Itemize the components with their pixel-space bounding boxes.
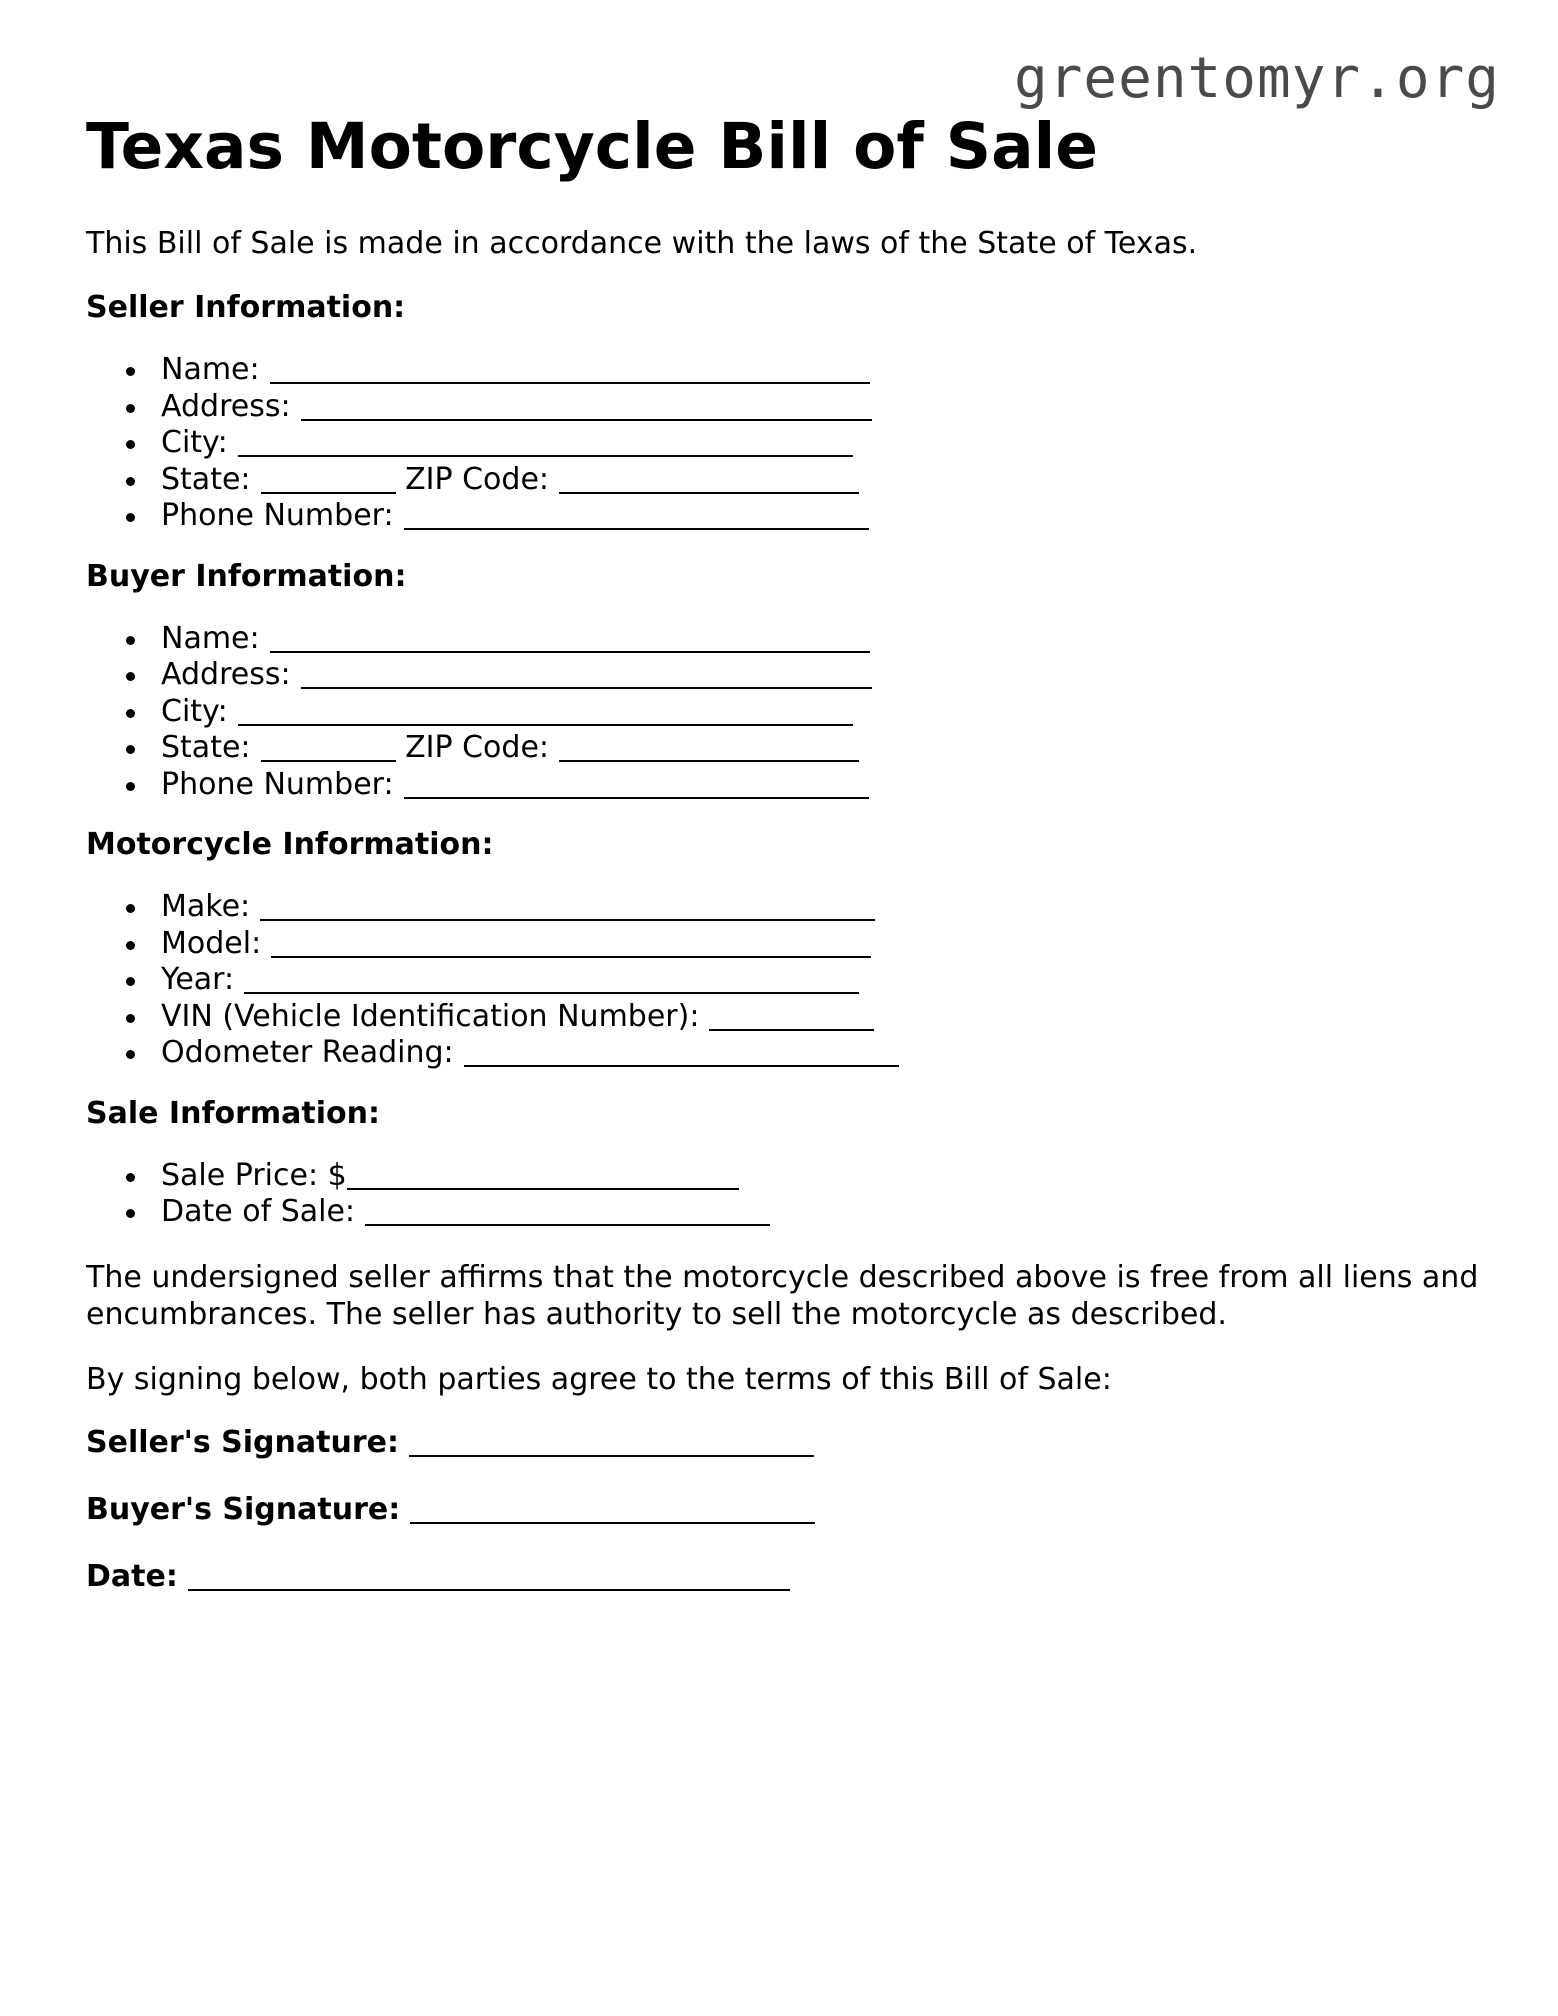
- sale-fields: [86, 1158, 1486, 1231]
- motorcycle-vin-item: [126, 999, 1486, 1036]
- signature-date-label: Date:: [86, 1558, 178, 1594]
- buyer-city-label: City:: [161, 693, 228, 729]
- seller-name-label: Name:: [161, 352, 260, 387]
- seller-city-label: City:: [161, 425, 228, 460]
- buyer-state-field[interactable]: [261, 730, 396, 762]
- buyer-zip-field[interactable]: [559, 730, 859, 762]
- seller-state-label: State:: [161, 461, 251, 497]
- buyer-zip-label: ZIP Code:: [405, 730, 550, 765]
- seller-phone-field[interactable]: [404, 498, 869, 530]
- seller-city-item: [126, 425, 1486, 462]
- motorcycle-odometer-field[interactable]: [464, 1035, 899, 1067]
- seller-state-field[interactable]: [261, 462, 396, 494]
- seller-address-field[interactable]: [301, 389, 872, 421]
- seller-state-zip-item: [126, 462, 1486, 499]
- buyer-address-label: Address:: [161, 657, 291, 692]
- buyer-phone-item: [126, 767, 1486, 804]
- sale-price-label: Sale Price: $: [161, 1157, 347, 1193]
- motorcycle-make-label: Make:: [161, 889, 251, 924]
- signature-date-field[interactable]: [188, 1559, 790, 1591]
- buyer-signature-label: Buyer's Signature:: [86, 1491, 401, 1527]
- motorcycle-year-item: [126, 962, 1486, 999]
- motorcycle-year-field[interactable]: [244, 962, 859, 994]
- motorcycle-model-item: [126, 926, 1486, 963]
- seller-name-field[interactable]: [270, 352, 870, 384]
- sale-date-field[interactable]: [365, 1194, 770, 1226]
- seller-fields: [86, 352, 1486, 535]
- agreement-text: By signing below, both parties agree to the terms of this Bill of Sale:: [86, 1361, 1112, 1397]
- buyer-phone-label: Phone Number:: [161, 766, 394, 802]
- seller-phone-item: [126, 498, 1486, 535]
- sale-price-field[interactable]: [347, 1158, 739, 1190]
- motorcycle-make-item: [126, 889, 1486, 926]
- motorcycle-make-field[interactable]: [260, 889, 875, 921]
- motorcycle-odometer-label: Odometer Reading:: [161, 1035, 454, 1070]
- buyer-state-label: State:: [161, 730, 251, 765]
- seller-name-item: [126, 352, 1486, 389]
- sale-date-label: Date of Sale:: [161, 1194, 356, 1229]
- buyer-city-item: [126, 694, 1486, 731]
- buyer-name-label: Name:: [161, 620, 260, 656]
- buyer-address-field[interactable]: [301, 657, 872, 689]
- seller-signature-field[interactable]: [409, 1425, 814, 1457]
- page-title: Texas Motorcycle Bill of Sale: [86, 110, 1098, 183]
- motorcycle-vin-field[interactable]: [709, 999, 874, 1031]
- motorcycle-fields: [86, 889, 1486, 1072]
- buyer-signature-line: [86, 1487, 1486, 1532]
- buyer-phone-field[interactable]: [404, 767, 869, 799]
- seller-city-field[interactable]: [238, 425, 853, 457]
- watermark: greentomyr.org: [1013, 46, 1500, 111]
- seller-address-label: Address:: [161, 388, 291, 424]
- signature-date-line: [86, 1554, 1486, 1599]
- seller-phone-label: Phone Number:: [161, 498, 394, 533]
- seller-signature-line: [86, 1420, 1486, 1465]
- sale-date-item: [126, 1194, 1486, 1231]
- motorcycle-model-label: Model:: [161, 925, 262, 961]
- motorcycle-vin-label: VIN (Vehicle Identification Number):: [161, 998, 700, 1034]
- motorcycle-odometer-item: [126, 1035, 1486, 1072]
- seller-signature-label: Seller's Signature:: [86, 1424, 399, 1460]
- sale-price-item: [126, 1158, 1486, 1195]
- seller-zip-label: ZIP Code:: [405, 461, 550, 497]
- document-page: [86, 106, 1486, 1599]
- buyer-name-item: [126, 621, 1486, 658]
- seller-zip-field[interactable]: [559, 462, 859, 494]
- seller-heading: Seller Information:: [86, 290, 406, 325]
- buyer-heading: Buyer Information:: [86, 558, 407, 594]
- buyer-name-field[interactable]: [270, 621, 870, 653]
- buyer-address-item: [126, 657, 1486, 694]
- affirmation-text: The undersigned seller affirms that the motorcycle described above is free from all liens and encumbrances. The seller has authority to sell the motorcycle as described.: [86, 1259, 1479, 1332]
- intro-text: This Bill of Sale is made in accordance with the laws of the State of Texas.: [86, 226, 1198, 261]
- sale-heading: Sale Information:: [86, 1095, 380, 1131]
- motorcycle-model-field[interactable]: [271, 926, 871, 958]
- motorcycle-heading: Motorcycle Information:: [86, 827, 494, 862]
- buyer-city-field[interactable]: [238, 694, 853, 726]
- buyer-state-zip-item: [126, 730, 1486, 767]
- seller-address-item: [126, 389, 1486, 426]
- motorcycle-year-label: Year:: [161, 962, 235, 997]
- buyer-fields: [86, 621, 1486, 804]
- buyer-signature-field[interactable]: [410, 1492, 815, 1524]
